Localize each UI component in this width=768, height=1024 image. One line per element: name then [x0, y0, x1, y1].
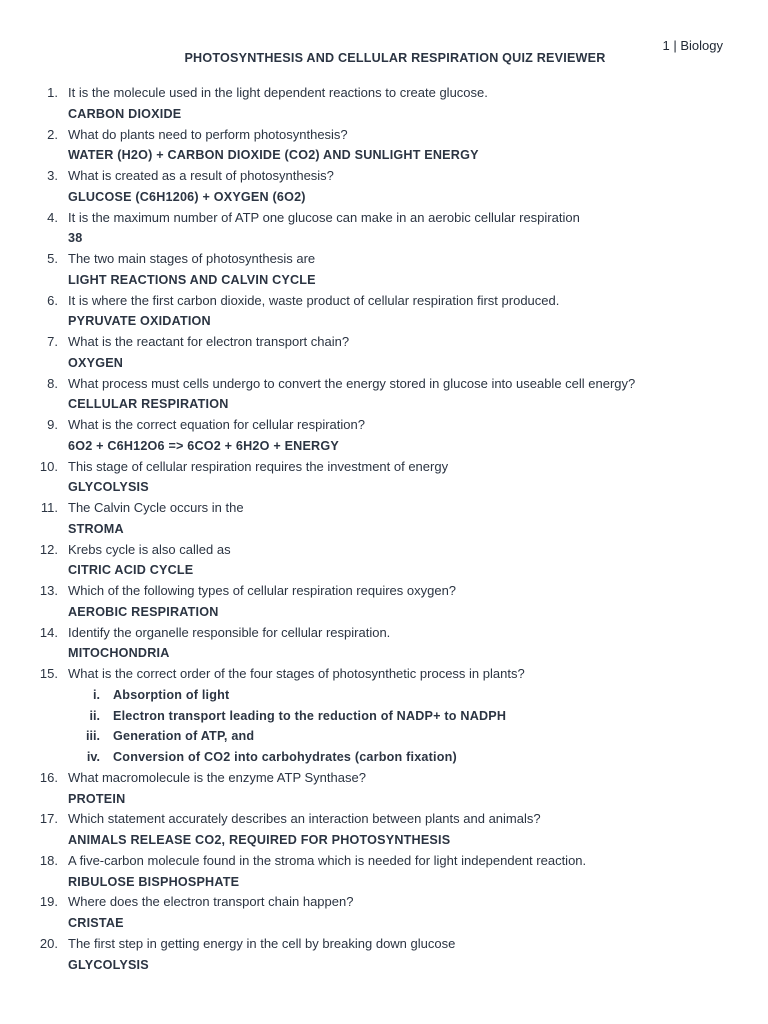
answer-text: RIBULOSE BISPHOSPHATE: [68, 874, 240, 889]
question-number: 8.: [47, 375, 58, 391]
question-text: Krebs cycle is also called as: [68, 541, 231, 557]
answer-text: GLUCOSE (C6H1206) + OXYGEN (6O2): [68, 189, 306, 204]
roman-numeral-marker: iv.: [86, 750, 100, 764]
question-item: [0, 664, 768, 685]
sub-answer-item: [0, 706, 768, 727]
answer-text: PROTEIN: [68, 791, 126, 806]
answer-item: [0, 913, 768, 934]
question-text: The two main stages of photosynthesis are: [68, 251, 316, 266]
question-item: [0, 332, 768, 353]
answer-item: [0, 789, 768, 810]
question-item: [0, 934, 768, 955]
answer-item: [0, 270, 768, 291]
question-text: Which of the following types of cellular respiration requires oxygen?: [68, 583, 457, 598]
sub-answer-text: Generation of ATP, and: [113, 729, 255, 744]
answer-text: 38: [68, 231, 83, 246]
question-item: [0, 498, 768, 519]
question-item: [0, 892, 768, 913]
sub-answer-text: Conversion of CO2 into carbohydrates (carbon fixation): [113, 750, 457, 764]
sub-answer-item: [0, 685, 768, 706]
question-number: 2.: [47, 126, 58, 142]
answer-text: CRISTAE: [68, 916, 124, 930]
question-text: The first step in getting energy in the cell by breaking down glucose: [68, 935, 456, 951]
answer-item: [0, 519, 768, 540]
roman-numeral-marker: i.: [93, 687, 100, 702]
answer-text: MITOCHONDRIA: [68, 646, 170, 661]
question-number: 20.: [39, 935, 58, 951]
question-item: [0, 249, 768, 270]
question-text: What is the correct equation for cellular respiration?: [68, 417, 365, 432]
question-item: [0, 623, 768, 644]
question-text: It is where the first carbon dioxide, waste product of cellular respiration first produced.: [68, 292, 560, 308]
question-text: Where does the electron transport chain happen?: [68, 894, 354, 910]
question-text: What is the correct order of the four stages of photosynthetic process in plants?: [68, 666, 525, 681]
answer-item: [0, 643, 768, 664]
question-item: [0, 166, 768, 187]
question-number: 4.: [47, 209, 58, 225]
answer-text: 6O2 + C6H12O6 => 6CO2 + 6H2O + ENERGY: [68, 438, 339, 453]
answer-text: GLYCOLYSIS: [68, 480, 149, 495]
question-text: It is the molecule used in the light dependent reactions to create glucose.: [68, 85, 488, 100]
question-text: It is the maximum number of ATP one glucose can make in an aerobic cellular respiration: [68, 209, 580, 225]
question-item: [0, 768, 768, 789]
question-text: Identify the organelle responsible for cellular respiration.: [68, 624, 391, 640]
question-text: What process must cells undergo to convert the energy stored in glucose into useable cell energy?: [68, 375, 636, 391]
question-text: This stage of cellular respiration requires the investment of energy: [68, 458, 449, 474]
answer-item: [0, 228, 768, 249]
answer-item: [0, 187, 768, 208]
question-number: 6.: [47, 292, 58, 308]
answer-text: CELLULAR RESPIRATION: [68, 397, 229, 412]
question-text: What do plants need to perform photosynthesis?: [68, 126, 348, 142]
question-number: 15.: [39, 666, 58, 681]
question-text: A five-carbon molecule found in the stroma which is needed for light independent reaction.: [68, 852, 587, 868]
question-number: 10.: [39, 458, 58, 474]
question-text: What macromolecule is the enzyme ATP Synthase?: [68, 769, 366, 785]
answer-text: PYRUVATE OXIDATION: [68, 314, 211, 329]
answer-text: CITRIC ACID CYCLE: [68, 563, 194, 578]
question-item: [0, 208, 768, 229]
roman-numeral-marker: iii.: [86, 729, 100, 744]
question-item: [0, 809, 768, 830]
answer-text: CARBON DIOXIDE: [68, 106, 182, 121]
question-number: 13.: [39, 583, 58, 598]
sub-answer-item: [0, 726, 768, 747]
answer-text: WATER (H2O) + CARBON DIOXIDE (CO2) AND SUNLIGHT ENERGY: [68, 148, 479, 163]
page-header-label: 1 | Biology: [662, 38, 723, 53]
sub-answer-text: Electron transport leading to the reduction of NADP+ to NADPH: [113, 708, 507, 723]
question-item: [0, 851, 768, 872]
question-number: 12.: [39, 541, 58, 557]
question-number: 17.: [39, 811, 58, 827]
question-item: [0, 125, 768, 146]
question-number: 5.: [47, 251, 58, 266]
answer-text: STROMA: [68, 521, 124, 536]
question-number: 16.: [39, 769, 58, 785]
question-item: [0, 540, 768, 561]
answer-item: [0, 560, 768, 581]
question-text: The Calvin Cycle occurs in the: [68, 500, 244, 515]
answer-item: [0, 104, 768, 125]
question-list: [0, 83, 768, 975]
sub-answer-text: Absorption of light: [113, 687, 230, 702]
answer-item: [0, 436, 768, 457]
answer-text: OXYGEN: [68, 355, 124, 370]
question-number: 11.: [40, 500, 58, 515]
answer-item: [0, 602, 768, 623]
question-number: 7.: [47, 334, 58, 349]
question-number: 19.: [39, 894, 58, 910]
question-text: What is created as a result of photosynthesis?: [68, 168, 334, 183]
answer-text: LIGHT REACTIONS AND CALVIN CYCLE: [68, 272, 316, 287]
answer-item: [0, 955, 768, 976]
answer-item: [0, 145, 768, 166]
question-text: Which statement accurately describes an interaction between plants and animals?: [68, 811, 541, 827]
question-item: [0, 415, 768, 436]
question-number: 9.: [47, 417, 58, 432]
question-number: 1.: [47, 85, 58, 100]
answer-text: ANIMALS RELEASE CO2, REQUIRED FOR PHOTOSYNTHESIS: [68, 833, 451, 847]
question-item: [0, 457, 768, 478]
page-title: PHOTOSYNTHESIS AND CELLULAR RESPIRATION QUIZ REVIEWER: [184, 51, 606, 65]
answer-item: [0, 353, 768, 374]
answer-item: [0, 872, 768, 893]
answer-text: AEROBIC RESPIRATION: [68, 604, 219, 619]
answer-item: [0, 830, 768, 851]
question-item: [0, 83, 768, 104]
question-item: [0, 581, 768, 602]
question-number: 14.: [39, 624, 58, 640]
answer-text: GLYCOLYSIS: [68, 957, 149, 972]
question-item: [0, 374, 768, 395]
answer-item: [0, 311, 768, 332]
sub-answer-item: [0, 747, 768, 768]
roman-numeral-marker: ii.: [89, 708, 100, 723]
question-item: [0, 291, 768, 312]
answer-item: [0, 477, 768, 498]
answer-item: [0, 394, 768, 415]
question-text: What is the reactant for electron transport chain?: [68, 334, 350, 349]
question-number: 3.: [47, 168, 58, 183]
question-number: 18.: [39, 852, 58, 868]
